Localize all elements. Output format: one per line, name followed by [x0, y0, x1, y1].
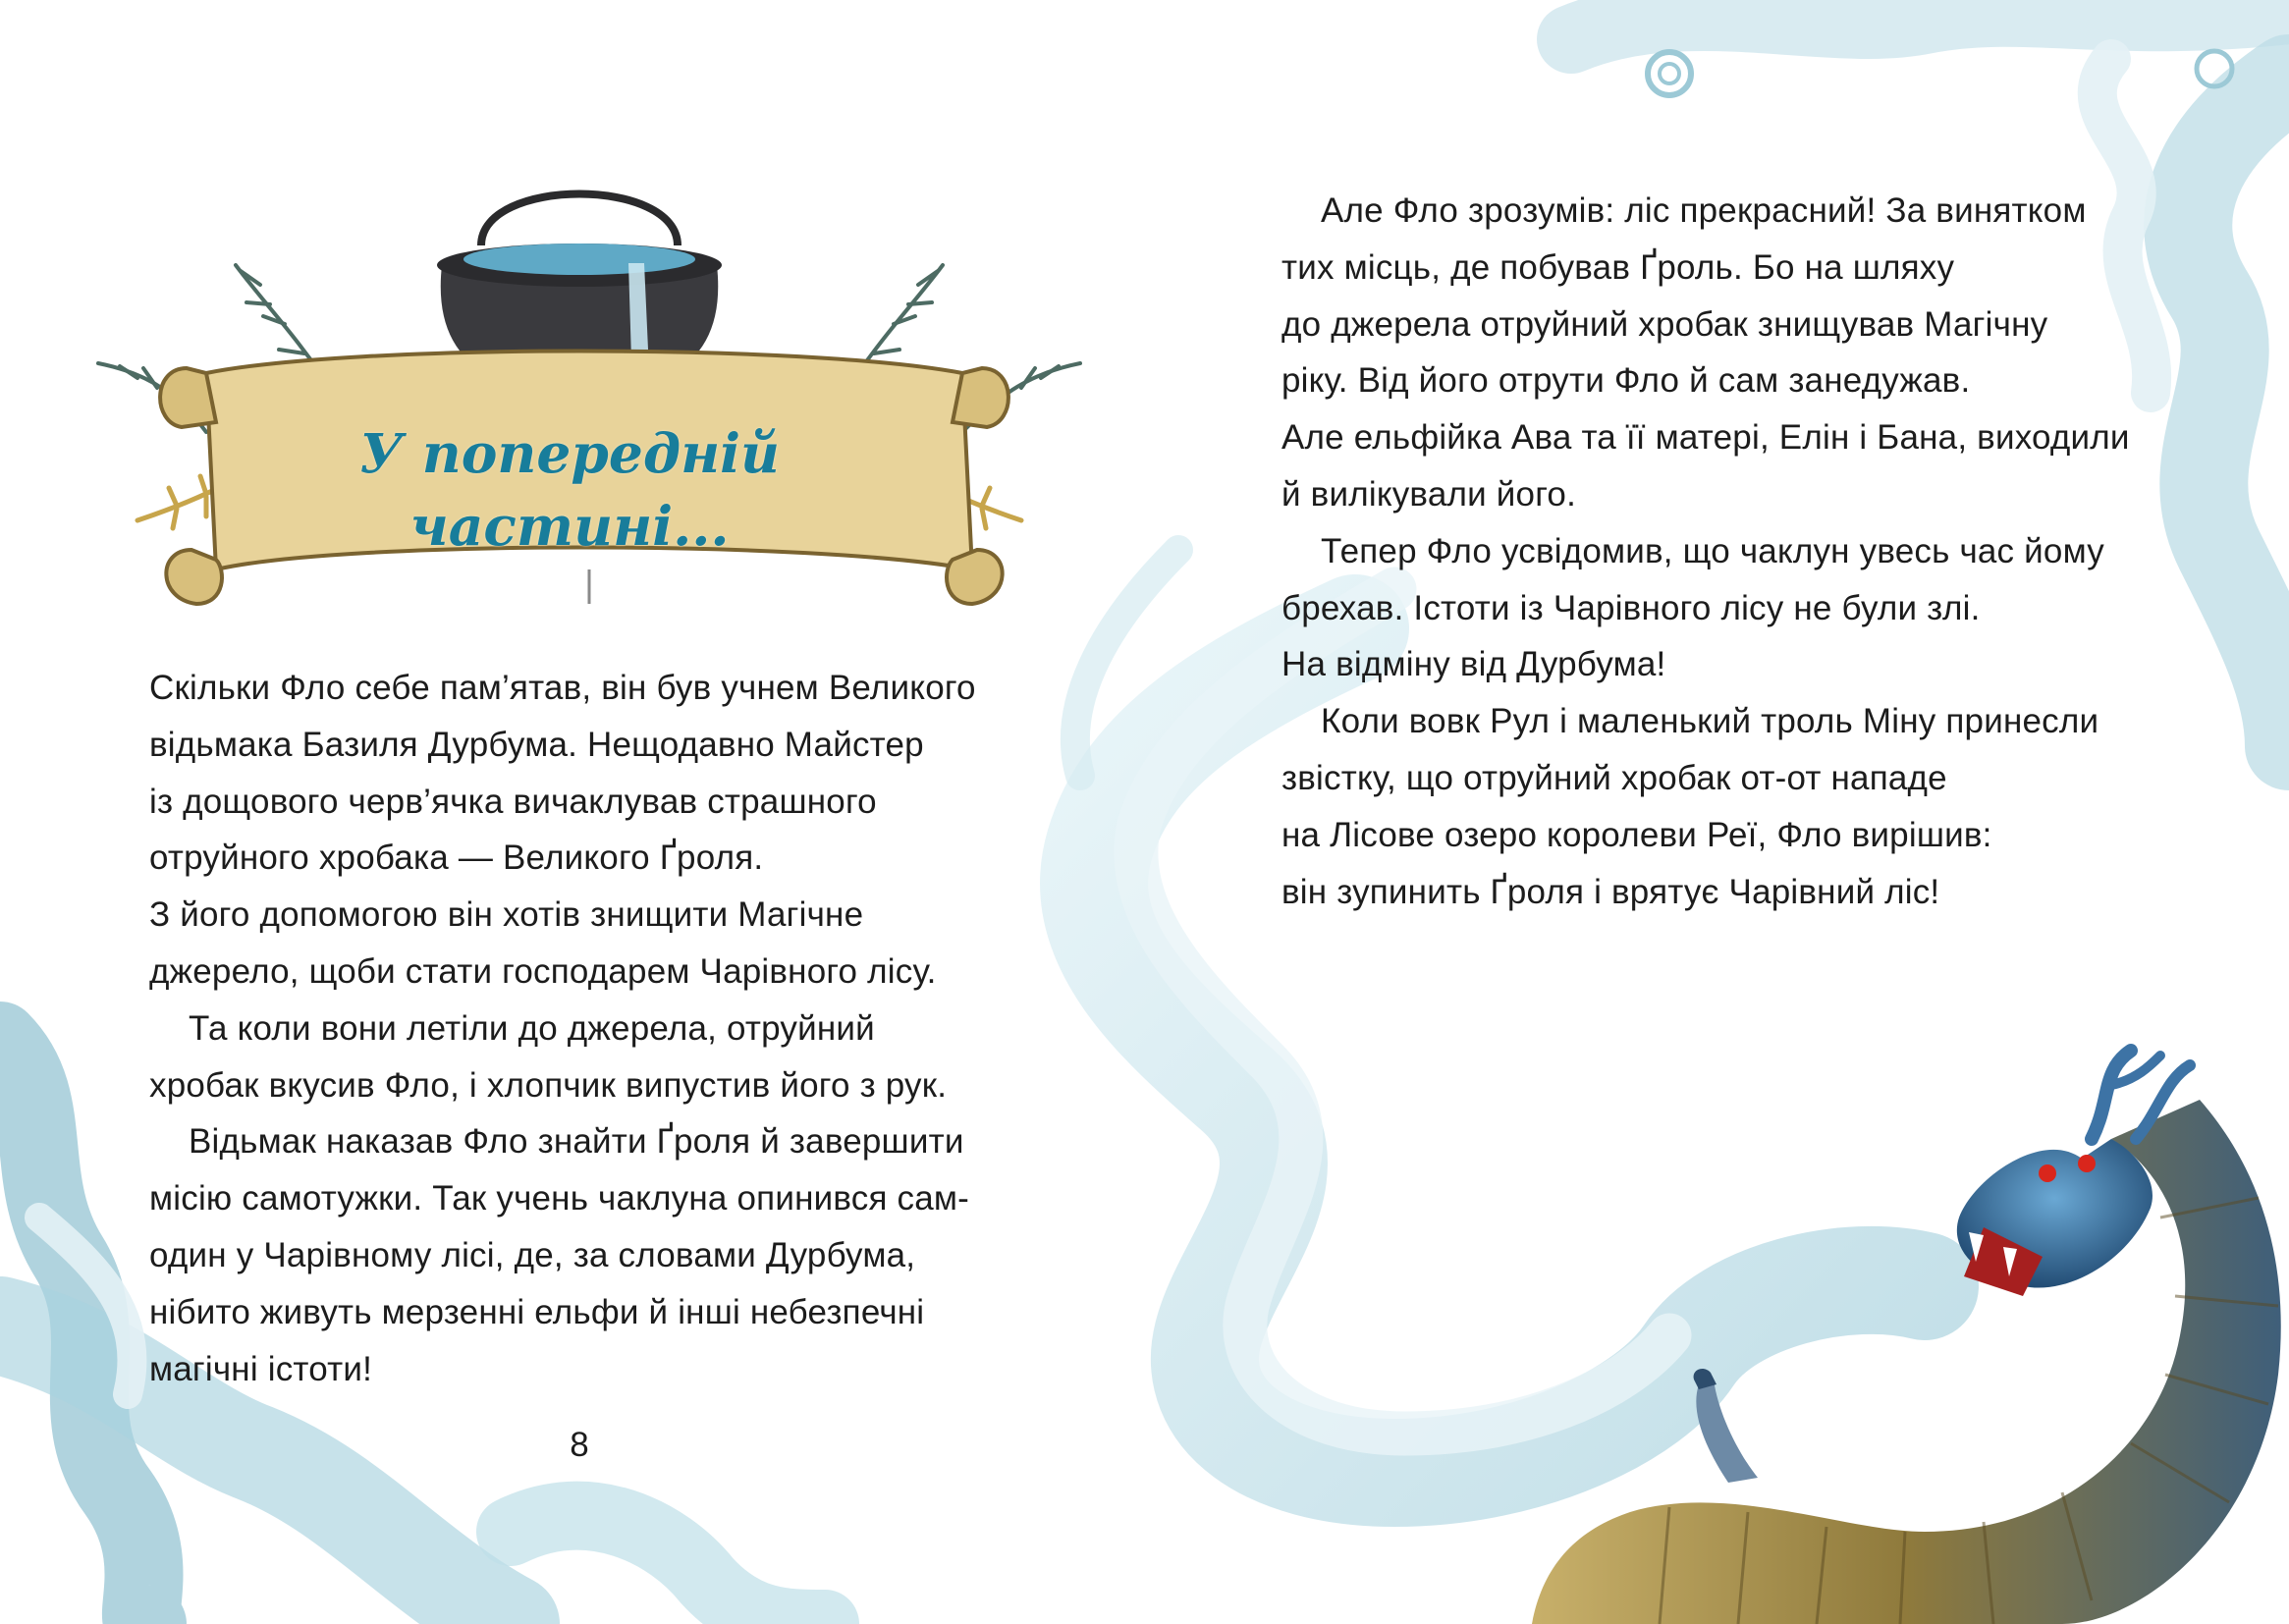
text-line: місію самотужки. Так учень чаклуна опинився сам-: [149, 1179, 970, 1218]
text-line: Але Фло зрозумів: ліс прекрасний! За винятком: [1321, 191, 2087, 230]
chapter-title: [324, 417, 815, 563]
text-line: ріку. Від його отрути Фло й сам занедужав.: [1281, 361, 1971, 401]
text-line: Відьмак наказав Фло знайти Ґроля й завершити: [189, 1122, 964, 1162]
chapter-title-line-1: У попередній: [358, 421, 781, 485]
text-line: джерело, щоби стати господарем Чарівного лісу.: [149, 951, 937, 991]
chapter-title-line-2: частині...: [409, 494, 730, 558]
text-line: Тепер Фло усвідомив, що чаклун увесь час йому: [1321, 531, 2104, 570]
text-line: магічні істоти!: [149, 1349, 373, 1388]
text-line: брехав. Істоти із Чарівного лісу не були злі.: [1281, 588, 1981, 627]
text-line: із дощового черв’ячка вичаклував страшного: [149, 782, 877, 821]
text-line: хробак вкусив Фло, і хлопчик випустив його з рук.: [149, 1065, 948, 1105]
text-line: На відміну від Дурбума!: [1281, 645, 1666, 684]
text-line: Скільки Фло себе пам’ятав, він був учнем Великого: [149, 669, 976, 707]
text-line: Коли вовк Рул і маленький троль Міну принесли: [1321, 702, 2099, 741]
left-page-text: [149, 660, 976, 1397]
text-line: й вилікували його.: [1281, 474, 1576, 514]
text-line: нібито живуть мерзенні ельфи й інші небезпечні: [149, 1292, 925, 1331]
text-line: він зупинить Ґроля і врятує Чарівний ліс!: [1281, 872, 1940, 911]
text-line: до джерела отруйний хробак знищував Магічну: [1281, 304, 2048, 344]
text-line: один у Чарівному лісі, де, за словами Дурбума,: [149, 1235, 916, 1274]
text-line: відьмака Базиля Дурбума. Нещодавно Майстер: [149, 725, 924, 764]
text-line: Та коли вони летіли до джерела, отруйний: [189, 1008, 875, 1048]
page-number: 8: [570, 1426, 589, 1464]
chapter-banner: [59, 157, 1100, 648]
text-line: тих місць, де побував Ґроль. Бо на шляху: [1281, 247, 1955, 287]
text-line: отруйного хробака — Великого Ґроля.: [149, 839, 764, 878]
right-page-text: [1281, 183, 2130, 920]
text-line: звістку, що отруйний хробак от-от нападе: [1281, 758, 1947, 797]
text-line: на Лісове озеро королеви Реї, Фло вирішив:: [1281, 815, 1992, 854]
text-line: З його допомогою він хотів знищити Магічне: [149, 895, 864, 935]
text-line: Але ельфійка Ава та її матері, Елін і Бана, виходили: [1281, 418, 2130, 458]
